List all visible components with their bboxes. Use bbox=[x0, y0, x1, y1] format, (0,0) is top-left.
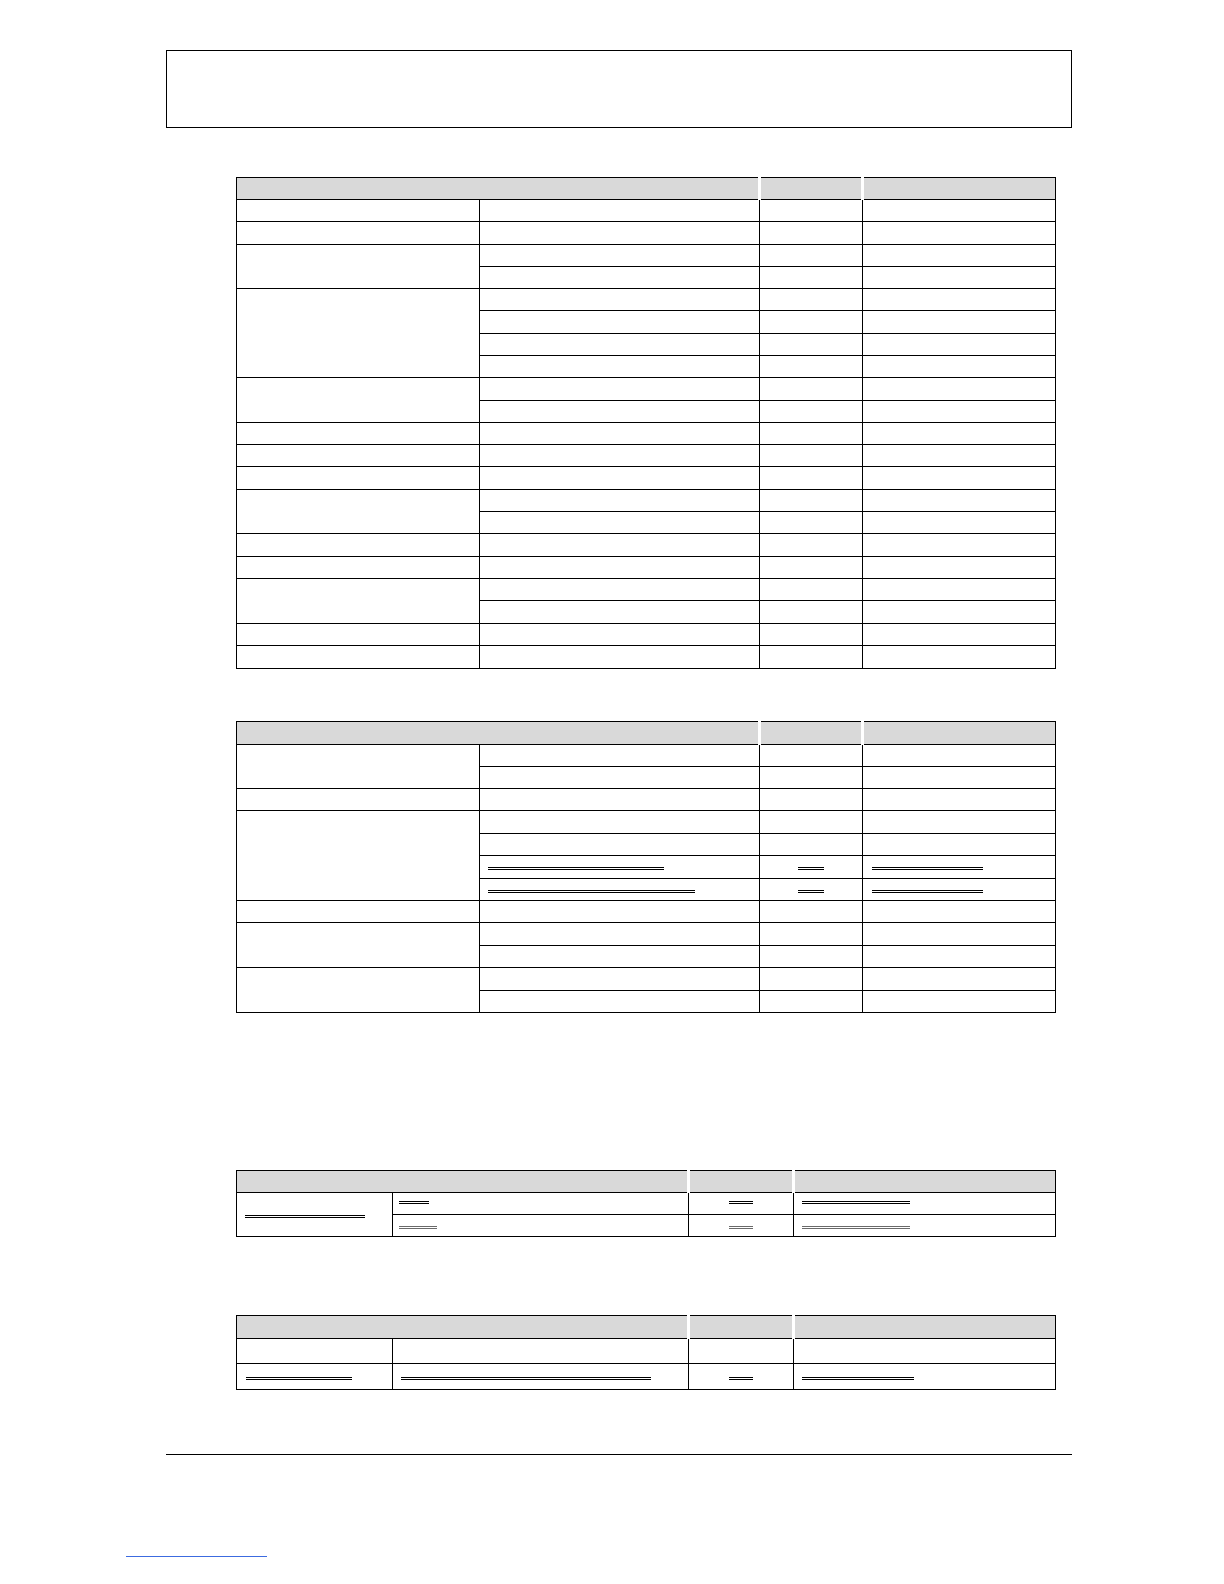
table-row bbox=[237, 200, 1056, 222]
header-cell bbox=[237, 722, 760, 745]
table-row bbox=[237, 789, 1056, 811]
header-cell bbox=[237, 1316, 689, 1339]
redacted-mark bbox=[798, 890, 824, 893]
header-cell bbox=[760, 722, 863, 745]
redacted-mark bbox=[802, 1377, 914, 1380]
header-cell bbox=[794, 1316, 1056, 1339]
table-row bbox=[237, 378, 1056, 401]
header-cell bbox=[237, 178, 760, 200]
table-header-row bbox=[237, 722, 1056, 745]
table-row bbox=[237, 579, 1056, 601]
table-4 bbox=[236, 1315, 1056, 1390]
redacted-mark bbox=[802, 1226, 910, 1229]
table-row bbox=[237, 1193, 1056, 1215]
header-cell bbox=[689, 1316, 794, 1339]
table-3 bbox=[236, 1170, 1056, 1237]
footer-rule bbox=[166, 1454, 1072, 1455]
redacted-mark bbox=[246, 1377, 352, 1380]
table-row bbox=[237, 901, 1056, 923]
redacted-mark bbox=[802, 1201, 910, 1204]
redacted-mark bbox=[488, 867, 664, 870]
table-2 bbox=[236, 721, 1056, 1013]
header-cell bbox=[863, 178, 1056, 200]
table-row bbox=[237, 811, 1056, 834]
table-row bbox=[237, 222, 1056, 245]
redacted-mark bbox=[872, 867, 983, 870]
header-cell bbox=[794, 1171, 1056, 1193]
table-row bbox=[237, 923, 1056, 946]
table-row bbox=[237, 646, 1056, 669]
table-row bbox=[237, 445, 1056, 467]
footer-link[interactable] bbox=[126, 1556, 267, 1557]
table-header-row bbox=[237, 178, 1056, 200]
table-row bbox=[237, 467, 1056, 490]
table-row bbox=[237, 490, 1056, 512]
header-cell bbox=[689, 1171, 794, 1193]
header-cell bbox=[760, 178, 863, 200]
table-row bbox=[237, 745, 1056, 767]
table-row bbox=[237, 968, 1056, 991]
redacted-mark bbox=[488, 890, 695, 893]
redacted-mark bbox=[401, 1377, 651, 1380]
table-row bbox=[237, 624, 1056, 646]
redacted-mark bbox=[872, 890, 983, 893]
table-row bbox=[237, 1339, 1056, 1364]
header-cell bbox=[237, 1171, 689, 1193]
table-1 bbox=[236, 177, 1056, 669]
page-header-box bbox=[166, 50, 1072, 128]
redacted-mark bbox=[729, 1377, 753, 1380]
table-row bbox=[237, 289, 1056, 311]
redacted-mark bbox=[399, 1226, 437, 1229]
redacted-mark bbox=[729, 1201, 753, 1204]
redacted-mark bbox=[399, 1201, 429, 1204]
table-row bbox=[237, 557, 1056, 579]
table-row bbox=[237, 423, 1056, 445]
redacted-mark bbox=[729, 1226, 753, 1229]
table-row bbox=[237, 245, 1056, 267]
redacted-mark bbox=[798, 867, 824, 870]
table-row bbox=[237, 1364, 1056, 1390]
table-row bbox=[237, 534, 1056, 557]
table-header-row bbox=[237, 1316, 1056, 1339]
header-cell bbox=[863, 722, 1056, 745]
table-header-row bbox=[237, 1171, 1056, 1193]
redacted-mark bbox=[245, 1215, 365, 1218]
